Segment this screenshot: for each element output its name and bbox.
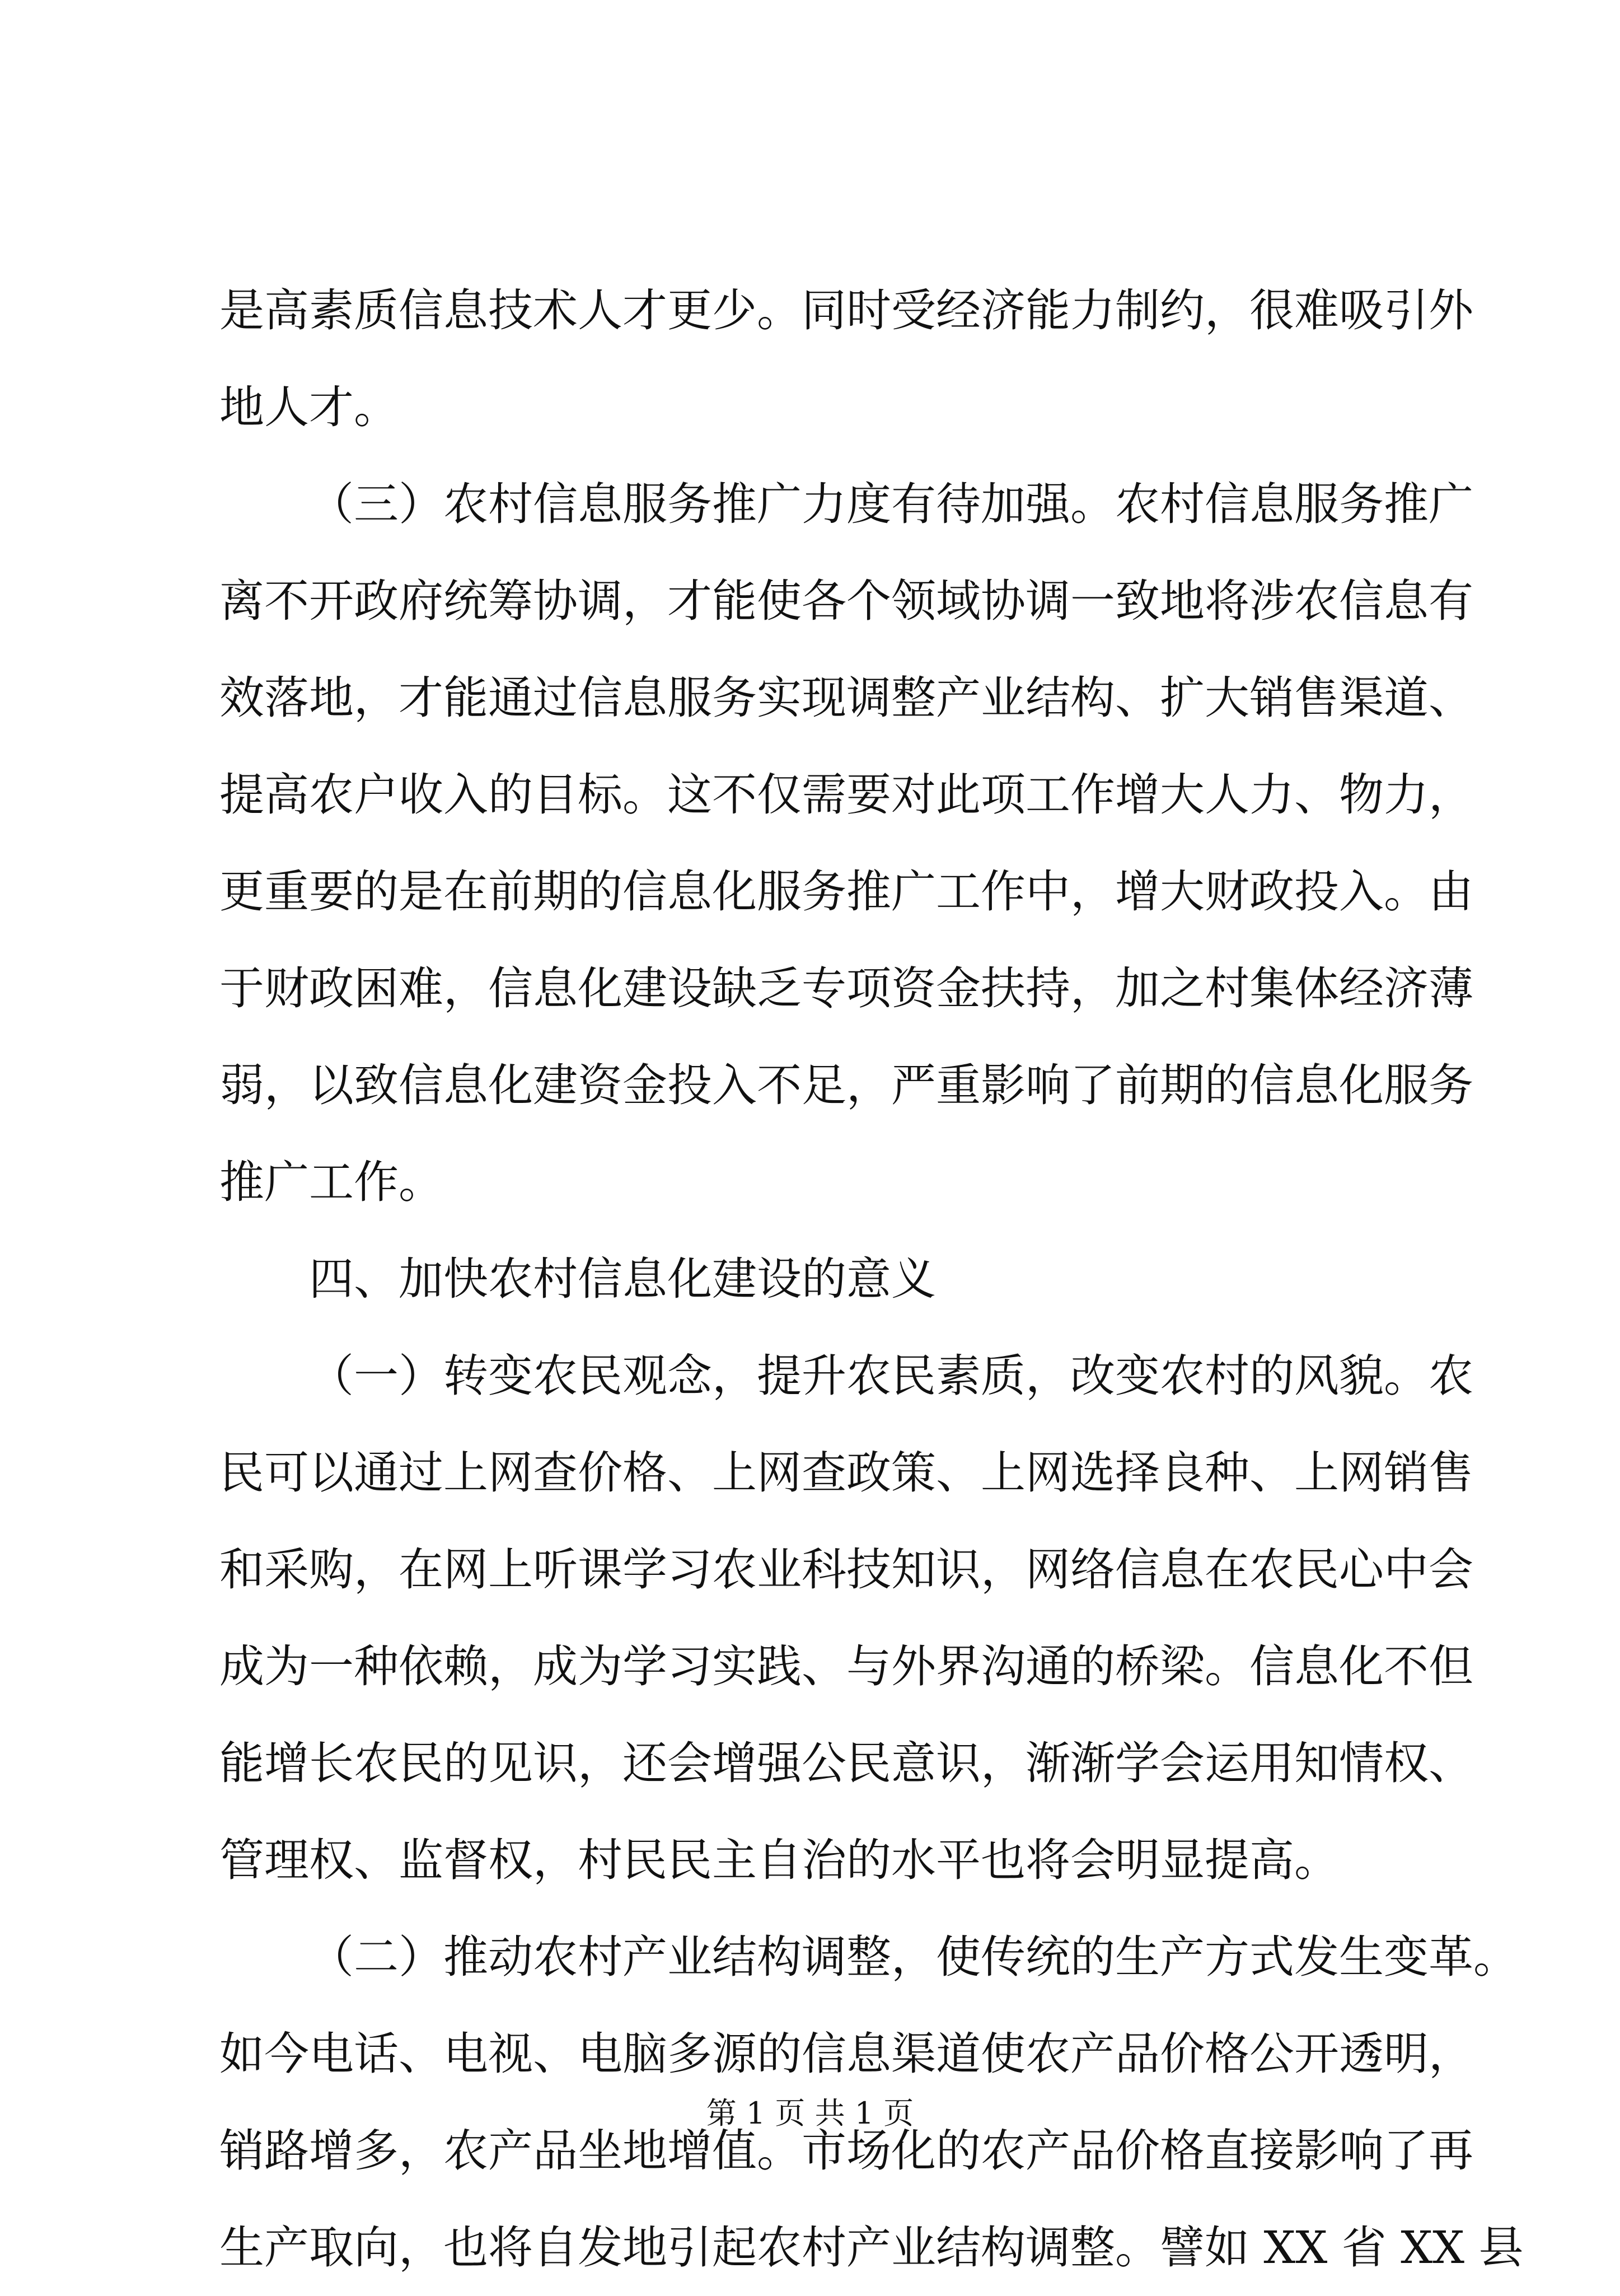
text-line: 提高农户收入的目标。这不仅需要对此项工作增大人力、物力， — [219, 769, 1473, 821]
document-body — [219, 262, 1524, 2296]
text-line: 成为一种依赖，成为学习实践、与外界沟通的桥梁。信息化不但 — [219, 1640, 1473, 1692]
text-line: 弱，以致信息化建资金投入不足，严重影响了前期的信息化服务 — [219, 1059, 1473, 1111]
paragraph-start-line: （一）转变农民观念，提升农民素质，改变农村的风貌。农 — [309, 1350, 1473, 1402]
text-line: 和采购，在网上听课学习农业科技知识，网络信息在农民心中会 — [219, 1544, 1473, 1596]
text-line: 能增长农民的见识，还会增强公民意识，渐渐学会运用知情权、 — [219, 1737, 1473, 1789]
text-line: 更重要的是在前期的信息化服务推广工作中，增大财政投入。由 — [219, 866, 1473, 918]
text-line: 推广工作。 — [219, 1156, 443, 1208]
paragraph-start-line: （三）农村信息服务推广力度有待加强。农村信息服务推广 — [309, 478, 1473, 530]
text-line: 如今电话、电视、电脑多源的信息渠道使农产品价格公开透明， — [219, 2028, 1473, 2080]
text-line: 于财政困难，信息化建设缺乏专项资金扶持，加之村集体经济薄 — [219, 962, 1473, 1014]
text-line: 效落地，才能通过信息服务实现调整产业结构、扩大销售渠道、 — [219, 672, 1473, 724]
text-line: 地人才。 — [219, 381, 399, 433]
text-line: 管理权、监督权，村民民主自治的水平也将会明显提高。 — [219, 1834, 1339, 1886]
text-line: 民可以通过上网查价格、上网查政策、上网选择良种、上网销售 — [219, 1447, 1473, 1499]
section-heading: 四、加快农村信息化建设的意义 — [309, 1253, 936, 1305]
text-line: 销路增多，农产品坐地增值。市场化的农产品价格直接影响了再 — [219, 2125, 1473, 2177]
paragraph-start-line: （二）推动农村产业结构调整，使传统的生产方式发生变革。 — [309, 1931, 1518, 1983]
text-line: 是高素质信息技术人才更少。同时受经济能力制约，很难吸引外 — [219, 284, 1473, 336]
page-footer: 第 1 页 共 1 页 — [706, 2096, 914, 2131]
text-line: 生产取向，也将自发地引起农村产业结构调整。譬如 XX 省 XX 县 — [219, 2222, 1524, 2274]
text-line: 离不开政府统筹协调，才能使各个领域协调一致地将涉农信息有 — [219, 575, 1473, 627]
